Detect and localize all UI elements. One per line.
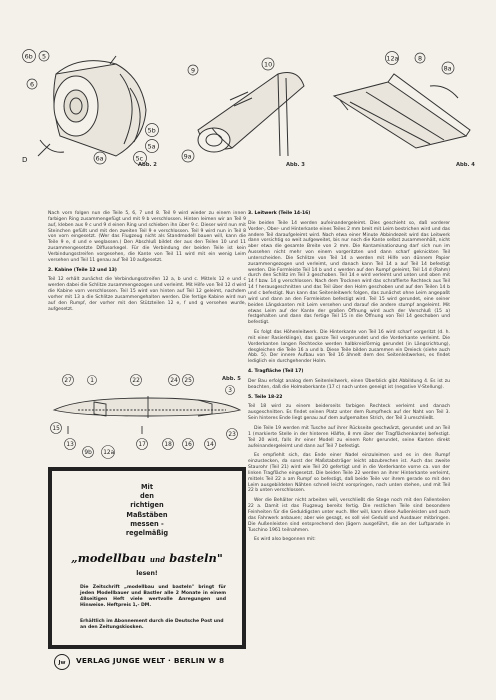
figure-3 — [176, 44, 326, 170]
ad-read: lesen! — [136, 570, 158, 577]
fig2-label-d: D — [22, 156, 28, 164]
fig5-label-22: 22 — [132, 378, 140, 384]
fig5-label-25: 25 — [184, 378, 192, 384]
fig5-label-9b: 9b — [84, 450, 92, 456]
paragraph-tragflaeche: Der Bau erfolgt analog dem Seitenleitwerk, einen Überblick gibt Abbildung 4. Es ist zu beachten, daß die Holmoberkante (17 c) nach unten geneigt ist (negative V-Stellung). — [248, 378, 450, 390]
left-column — [48, 211, 246, 317]
fig5-label-15: 15 — [52, 426, 60, 432]
heading-tragflaeche: 4. Tragfläche (Teil 17) — [248, 369, 304, 375]
fig5-label-3: 3 — [228, 388, 232, 394]
paragraph-staurohr: Es empfiehlt sich, das Ende einer Nadel einzuleimen und es in den Rumpf einzustecken, da sonst der Maßstabsträger leicht abzubrechen ist. Auch das zweite Staurohr (Teil 21) wird wie Teil 20 gefertigt und in die Vorderkante vorne ca. von der linken Tragfläche eingesetzt. Die beiden Teile 22 werden an ihrer Hinterkante verleimt, mittels Teil 22 a am Rumpf so befestigt, daß beide Teile vor ihrem gerade so mit den Leim ausgebildeten Nähten schnell leicht vorspringen, nach unten stehen, und mit Teil 22 b unten verschlossen. — [248, 453, 450, 494]
fig5-label-12a: 12a — [103, 450, 115, 456]
publisher — [54, 653, 244, 671]
ad-lead-line: Maßstäben — [126, 510, 168, 519]
ad-lead-line: den — [140, 492, 154, 501]
heading-kabine: 2. Kabine (Teile 12 und 13) — [48, 267, 117, 273]
fig5-label-27: 27 — [64, 378, 72, 384]
fig4-label-8: 8 — [418, 54, 423, 63]
paragraph-behaelter: Wer die Behälter nicht arbeiten will, verschließt die Stege noch mit den Fallenteilen 22 a. Damit ist das Flugzeug bereits fertig. Die restlichen Teile sind besondere Feinheiten für die Geduldigsten unter euch. Wer will, kann diese Außenleisten und auch das Fahrwerk anbauen; aber wie gesagt, es soll viel Geduld und Ausdauer mitbringen. Die Außenleisten sind entsprechend den Jägern ausgeführt, die an der Luftparade in Tuschino 1961 teilnahmen. — [248, 498, 450, 533]
fig5-label-24: 24 — [170, 378, 178, 384]
paragraph-teil-18: Teil 18 wird zu einem beiderseits farbigen Rechteck verleimt und danach ausgeschnitten. Es findet seinen Platz unter dem Rumpfheck auf der Naht von Teil 3. Sein hinteres Ende liegt genau auf dem aufgemalten Strich, der Teil 3 umschließt. — [248, 404, 450, 422]
right-column — [248, 211, 450, 547]
ad-lead — [52, 483, 242, 538]
figure-5 — [48, 368, 246, 460]
figure-2 — [20, 44, 180, 170]
paragraph-teil-19: Die Teile 19 werden mit Tusche auf ihrer Rückseite geschwärzt, gerundet und an Teil 1 (markierte Stelle in der hinteren Hälfte, 8 mm über der Tragflächenkante) befestigt. Teil 20 wird, falls ihr einer Modell zu einem Rohr gerundet, seine Kanten direkt aufeinandergeleimt und dann auf Teil 7 befestigt. — [248, 426, 450, 449]
fig4-caption: Abb. 4 — [456, 162, 475, 168]
publisher-name: VERLAG JUNGE WELT · BERLIN W 8 — [76, 656, 225, 665]
fig2-label-6: 6 — [30, 80, 35, 89]
fig2-label-5b: 5b — [147, 126, 156, 135]
paragraph-hoehenleitwerk: Es folgt das Höhenleitwerk. Die Hinterkante von Teil 16 wird scharf vorgeritzt (d. h. mit einer Rasierklinge), das ganze Teil vorgerundet und die Vorderkante verleimt. Die Vorderkanten langen Rechtecke werden halbkreisförmig gerundet (in Längsrichtung), desgleichen die Teile 16 a und b. Diese Teile bilden zusammen ein Dreieck (siehe auch Abb. 5). Der innere Aufbau von Teil 16 ähnelt dem des Seitenleitwerkes, es findet lediglich ein durchgehender Holm. — [248, 330, 450, 365]
fig5-label-1: 1 — [90, 378, 94, 384]
ad-lead-line: messen - — [130, 519, 164, 528]
fig2-label-5a: 5a — [147, 142, 156, 151]
ad-note: Erhältlich im Abonnement durch die Deutsche Post und an den Zeitungskiosken. — [80, 619, 224, 630]
fig5-label-18: 18 — [164, 442, 172, 448]
fig2-label-5c: 5c — [135, 154, 144, 163]
heading-leitwerk: 3. Leitwerk (Teile 14-16) — [248, 211, 311, 216]
ad-lead-line: Mit — [141, 483, 153, 491]
heading-teile-18-22: 5. Teile 18-22 — [248, 394, 283, 400]
fig3-label-9: 9 — [191, 66, 196, 75]
figures-row — [20, 44, 485, 170]
fig5-label-13: 13 — [66, 442, 74, 448]
fig2-caption: Abb. 2 — [138, 162, 157, 168]
magazine-ad — [48, 467, 246, 649]
paragraph-begonnen: Es wird also begonnen mit: — [254, 537, 316, 543]
fig2-label-5: 5 — [42, 52, 47, 61]
paragraph-rumpf: Nach vorn folgen nun die Teile 5, 6, 7 und 8. Teil 9 wird wieder zu einem innen farbigen Ring zusammengefügt und mit 9 b verschlossen. Hinten leimen wir an Teil 9 auf, kleben aus 9 c und 9 d einen Ring und schieben ihn über 9 c. Dieser wird nun mit Steinchen gefüllt und mit den zweiten Teil 9 e verschlossen. Teil 9 wird nun in Teil 8 von vorn eingesetzt. (Wer das Flugzeug nicht als Standmodell bauen will, kann die Teile 9 e, d und e weglassen.) Den Abschluß bildet der aus den Teilen 10 und 11 zusammengesetzte Diffusorkegel. Für die Verbindung der beiden Teile ist kein Verbindungsstreifen vorgesehen, die Kante von Teil 11 wird mit ein wenig Leim versehen und Teil 11 genau auf Teil 10 aufgesetzt. — [48, 211, 246, 263]
fig5-label-14: 14 — [206, 442, 214, 448]
fig4-label-12a: 12a — [386, 54, 399, 63]
fig2-label-6b: 6b — [24, 52, 33, 61]
ad-body: Die Zeitschrift „modellbau und basteln" bringt für jeden Modellbauer und Bastler alle 2 Monate in einem 48seitigen Heft viele wertvolle Anregungen und Hinweise. Heftpreis 1,- DM. — [80, 585, 226, 608]
fig5-label-16: 16 — [184, 442, 192, 448]
fig2-label-6a: 6a — [95, 154, 104, 163]
fig5-label-17: 17 — [138, 442, 146, 448]
publisher-logo: Jw — [54, 654, 70, 670]
paragraph-kabine: Teil 12 erhält zunächst die Verbindungsstreifen 12 a, b und c. Mittels 12 e und c werden dabei die Schlitze zusammengezogen und verleimt. Mit Hilfe von Teil 12 d wird die Kabine vorn verschlossen. Teil 15 wird von hinten auf Teil 12 geleimt, nachdem vorher mit 13 a die Schlitze zusammengehalten werden. Die fertige Kabine wird nun auf den Rumpf, der vorher mit den Stützteilen 12 e, f und g versehen wurde, aufgesetzt. — [48, 277, 246, 312]
ad-lead-line: richtigen — [130, 501, 164, 510]
fig3-caption: Abb. 3 — [286, 162, 305, 168]
magazine-title-a: „modellbau — [71, 551, 146, 565]
fig4-label-8a: 8a — [443, 64, 452, 73]
fig3-label-10: 10 — [264, 60, 273, 69]
magazine-title-b: basteln" — [169, 551, 223, 565]
paragraph-leitwerk: Die beiden Teile 14 werden aufeinandergeleimt. Dies geschieht so, daß vorderer Vorder-, Ober- und Hinterkante eines Teiles 2 mm breit mit Leim bestrichen wird und das andere Teil daraufgeleimt wird. Nach etwa einer Minute Abbindezeit wird das Leitwerk dann vorsichtig so weit aufgeweitet, bis nur noch die Kante selbst zusammenhält, nicht aber etwa die gesamte Breite von 2 mm. Die Kontaminationzung darf sich nun im Aussehen nicht mehr von einem vorgeritzten und dann scharf geknickten Teil unterscheiden. Die Schlitze von Teil 14 a werden mit Hilfe von dünnem Papier zusammengezogen und verleimt, und danach kann Teil 14 a auf Teil 14 befestigt werden. Die Formleiste Teil 14 b und c werden auf den Rumpf geleimt, Teil 14 d (Rahm) durch den Schlitz im Teil 3 geschoben. Teil 14 e wird verleimt und unten und oben mit 14 f bzw. 14 g verschlossen. Nach dem Trocknen wird das schraffierte Rechteck aus Teil 14 f herausgeschnitten und das Teil über den Holm geschoben und auf den Teilen 14 b und c befestigt. Nun kann das Seitenleitwerk folgen, das zunächst ohne Leim angepaßt wird und dann an den Formleisten befestigt wird. Teil 15 wird gerundet, eine seiner beiden Längskanten mit Leim versehen und darauf die andere stumpf angeleimt. Mit etwas Leim auf der Kante der großen Öffnung wird auch der Verschluß (15 a) festgehalten und dann das fertige Teil 15 in die Öffnung von Teil 14 geschoben und befestigt. — [248, 220, 450, 326]
fig5-label-23: 23 — [228, 432, 236, 438]
figure-4 — [330, 44, 485, 170]
magazine-title — [52, 551, 242, 565]
fig3-label-9a: 9a — [183, 152, 192, 161]
magazine-title-and: und — [149, 555, 166, 564]
fig5-caption: Abb. 5 — [222, 376, 241, 382]
ad-lead-line: regelmäßig — [125, 529, 169, 538]
